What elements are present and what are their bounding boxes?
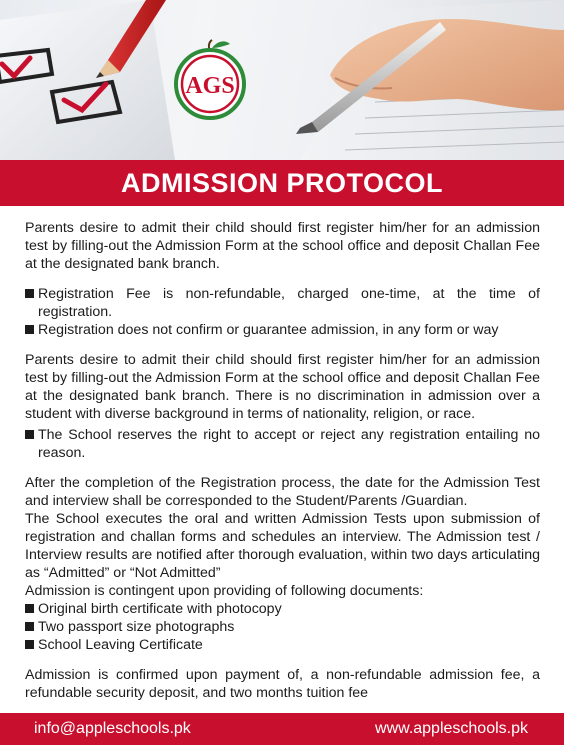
list-item: Registration does not confirm or guarantee admission, in any form or way — [25, 321, 540, 339]
list-item: The School reserves the right to accept or reject any registration entailing no reason. — [25, 426, 540, 462]
footer-bar — [0, 713, 564, 745]
footer-website[interactable]: www.appleschools.pk — [375, 720, 528, 737]
logo-letters: AGS — [185, 73, 235, 99]
fee-bullet-list — [25, 285, 540, 339]
list-item: Registration Fee is non-refundable, charged one-time, at the time of registration. — [25, 285, 540, 321]
school-logo — [172, 38, 248, 120]
footer-email[interactable]: info@appleschools.pk — [34, 720, 191, 737]
protocol-content — [25, 219, 540, 702]
tests-paragraph: The School executes the oral and written Admission Tests upon submission of registration and challan forms and schedules an interview. The Admission test / Interview results are notified after thorough evaluation, within two days articulating as “Admitted” or “Not Admitted” — [25, 511, 540, 581]
process-paragraph: After the completion of the Registration process, the date for the Admission Test and interview shall be corresponded to the Student/Parents /Guardian. — [25, 475, 540, 509]
page-title: ADMISSION PROTOCOL — [120, 167, 444, 198]
discrimination-paragraph: Parents desire to admit their child should first register him/her for an admission test by filling-out the Admission Form at the school office and deposit Challan Fee at the designated bank branch. There is no discrimination in admission over a student with diverse background in terms of nationality, religion, or race. — [25, 352, 540, 422]
documents-intro: Admission is contingent upon providing of following documents: — [25, 583, 424, 599]
title-band — [0, 160, 564, 206]
list-item: Original birth certificate with photocopy — [25, 600, 540, 618]
hero-illustration — [0, 0, 564, 160]
list-item: Two passport size photographs — [25, 618, 540, 636]
intro-paragraph: Parents desire to admit their child should first register him/her for an admission test by filling-out the Admission Form at the school office and deposit Challan Fee at the designated bank branch. — [25, 220, 540, 272]
reserve-bullet-list — [25, 426, 540, 462]
confirmation-paragraph: Admission is confirmed upon payment of, a non-refundable admission fee, a refundable security deposit, and two months tuition fee — [25, 667, 540, 701]
documents-list — [25, 600, 540, 654]
hero-image — [0, 0, 564, 160]
list-item: School Leaving Certificate — [25, 636, 540, 654]
leaf-icon — [212, 41, 230, 48]
